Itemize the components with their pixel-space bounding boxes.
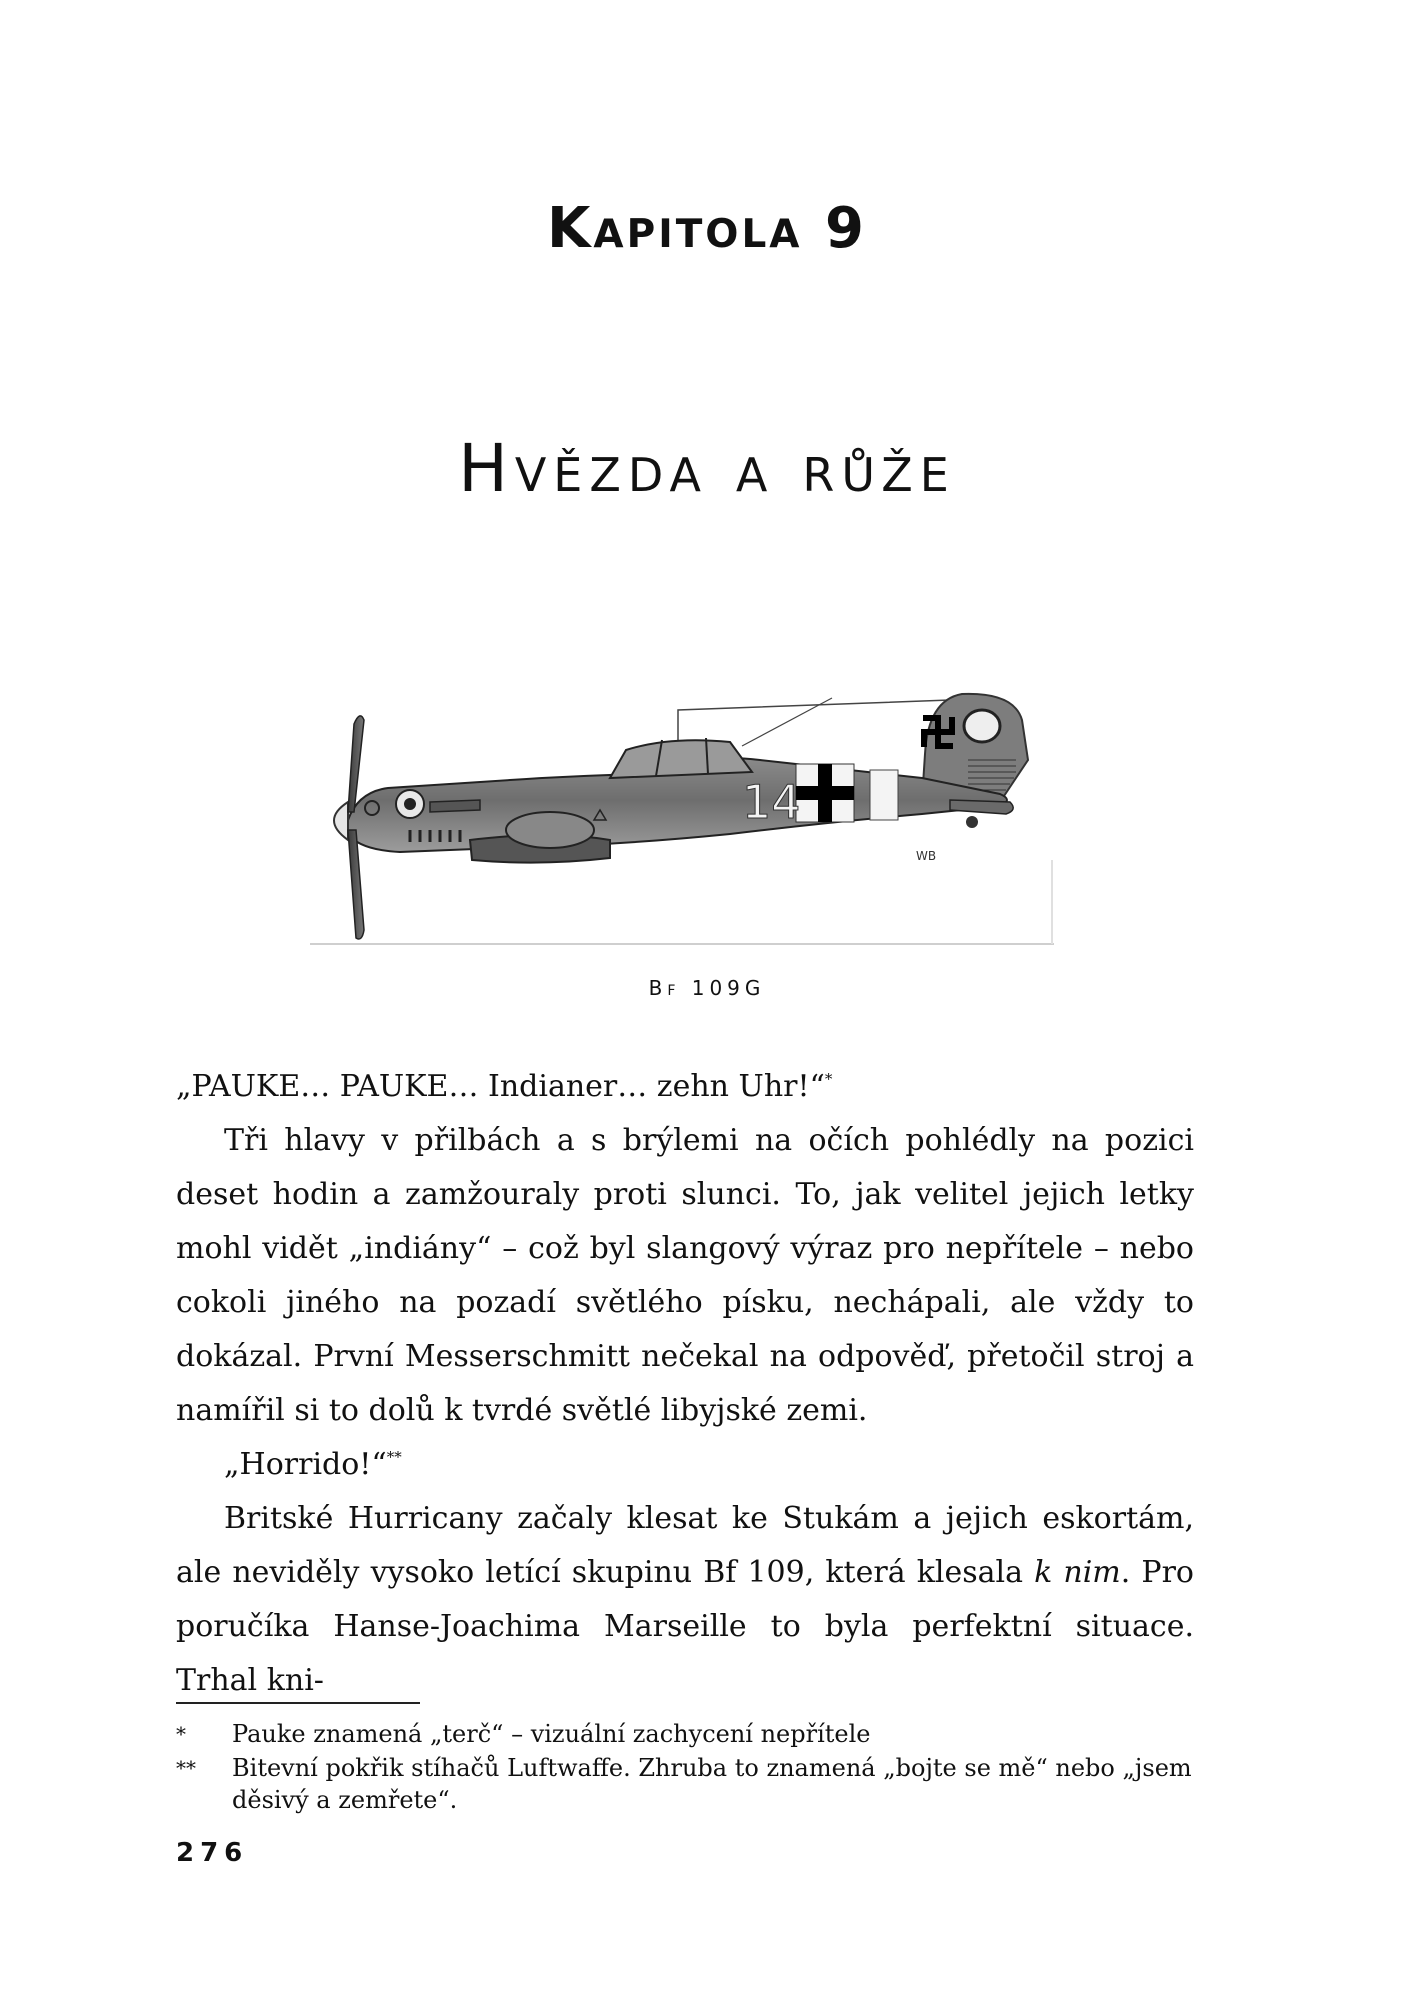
footnote-1	[176, 1718, 1194, 1750]
paragraph-4-start: Britské Hurricany začaly klesat ke Stukám a jejich eskortám, ale neviděly vysoko letící skupinu Bf 109, která klesala	[176, 1501, 1194, 1590]
footnote-1-text: Pauke znamená „terč“ – vizuální zachycení nepřítele	[232, 1720, 871, 1748]
aircraft-illustration	[310, 690, 1054, 946]
paragraph-3	[176, 1438, 1194, 1492]
paragraph-4	[176, 1492, 1194, 1708]
artist-mark: WB	[916, 849, 937, 863]
paragraph-4-end: . Pro poručíka Hanse-Joachima Marseille to byla perfektní situace. Trhal kni-	[176, 1555, 1194, 1698]
bf109g-side-profile	[310, 690, 1054, 946]
footnotes	[176, 1718, 1194, 1818]
body-text	[176, 1060, 1194, 1708]
chapter-label: Kapitola 9	[547, 196, 867, 261]
paragraph-1	[176, 1060, 1194, 1114]
paragraph-3-text: „Horrido!“	[224, 1447, 387, 1482]
footnote-ref-1: *	[824, 1070, 833, 1088]
footnote-divider	[176, 1702, 420, 1704]
paragraph-1-text: „PAUKE… PAUKE… Indianer… zehn Uhr!“	[176, 1069, 825, 1104]
cross-insignia	[796, 764, 854, 822]
footnote-ref-2: **	[386, 1448, 402, 1466]
page-number: 276	[176, 1838, 249, 1868]
figure-caption: Bf 109G	[648, 976, 766, 1000]
chapter-title: Hvězda a růže	[458, 430, 956, 507]
fuselage-code: 14	[742, 775, 801, 829]
paragraph-4-emphasis: k nim	[1034, 1555, 1121, 1590]
footnote-2-text: Bitevní pokřik stíhačů Luftwaffe. Zhruba to znamená „bojte se mě“ nebo „jsem děsivý a zemřete“.	[232, 1754, 1192, 1814]
paragraph-2: Tři hlavy v přilbách a s brýlemi na očích pohlédly na pozici deset hodin a zamžouraly proti slunci. To, jak velitel jejich letky mohl vidět „indiány“ – což byl slangový výraz pro nepřítele – nebo cokoli jiného na pozadí světlého písku, nechápali, ale vždy to dokázal. První Messerschmitt nečekal na odpověď, přetočil stroj a namířil si to dolů k tvrdé světlé libyjské zemi.	[176, 1123, 1194, 1428]
footnote-2	[176, 1752, 1194, 1816]
footnote-2-mark: **	[176, 1756, 196, 1780]
footnote-1-mark: *	[176, 1722, 186, 1746]
